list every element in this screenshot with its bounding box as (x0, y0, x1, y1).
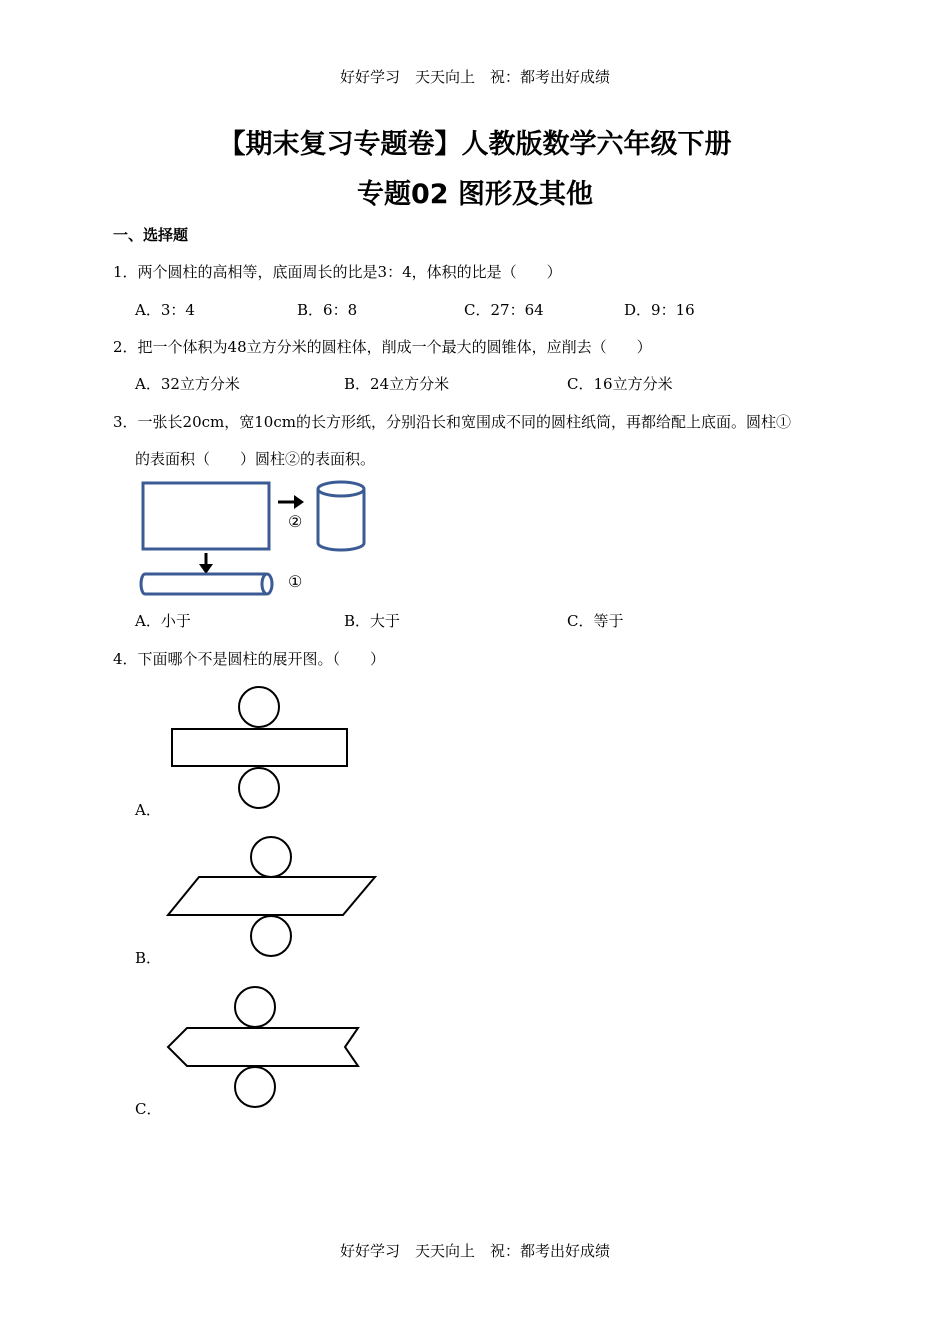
question-3-option-a[interactable]: A．小于 (135, 612, 191, 630)
cylinder-1-label: ① (288, 572, 303, 591)
page-title: 【期末复习专题卷】人教版数学六年级下册 (218, 129, 732, 160)
question-1-option-b[interactable]: B．6：8 (297, 301, 358, 319)
section-heading: 一、选择题 (113, 226, 189, 244)
question-1-text: 1．两个圆柱的高相等，底面周长的比是3：4，体积的比是（ ） (113, 263, 562, 281)
net-a-figure (165, 685, 355, 813)
page-footer: 好好学习 天天向上 祝：都考出好成绩 (339, 1242, 610, 1260)
question-3-text-line2: 的表面积（ ）圆柱②的表面积。 (135, 450, 376, 468)
question-3-option-b[interactable]: B．大于 (344, 612, 401, 630)
arrow-right-icon (294, 495, 304, 509)
lying-cylinder (141, 574, 272, 594)
page-subtitle: 专题02 图形及其他 (357, 179, 593, 210)
page-header: 好好学习 天天向上 祝：都考出好成绩 (339, 68, 610, 86)
question-3-option-c[interactable]: C．等于 (567, 612, 624, 630)
question-1-option-d[interactable]: D．9：16 (624, 301, 695, 319)
question-3-text-line1: 3．一张长20cm，宽10cm的长方形纸，分别沿长和宽围成不同的圆柱纸筒，再都给配上底面。圆柱① (113, 413, 791, 431)
question-4-option-c[interactable]: C． (135, 1100, 162, 1118)
tall-cylinder (318, 482, 364, 550)
question-4-option-a[interactable]: A． (135, 801, 161, 819)
cylinder-2-label: ② (288, 512, 303, 531)
paper-rectangle (143, 483, 269, 549)
question-2-option-b[interactable]: B．24立方分米 (344, 375, 450, 393)
net-b-figure (165, 833, 380, 963)
question-4-option-b[interactable]: B． (135, 949, 162, 967)
question-1-option-a[interactable]: A．3：4 (135, 301, 195, 319)
question-2-option-a[interactable]: A．32立方分米 (135, 375, 240, 393)
net-c-figure (165, 985, 365, 1110)
question-2-text: 2．把一个体积为48立方分米的圆柱体，削成一个最大的圆锥体，应削去（ ） (113, 338, 652, 356)
question-4-text: 4．下面哪个不是圆柱的展开图。（ ） (113, 650, 386, 668)
question-3-figure (130, 475, 380, 605)
question-1-option-c[interactable]: C．27：64 (464, 301, 544, 319)
question-2-option-c[interactable]: C．16立方分米 (567, 375, 673, 393)
